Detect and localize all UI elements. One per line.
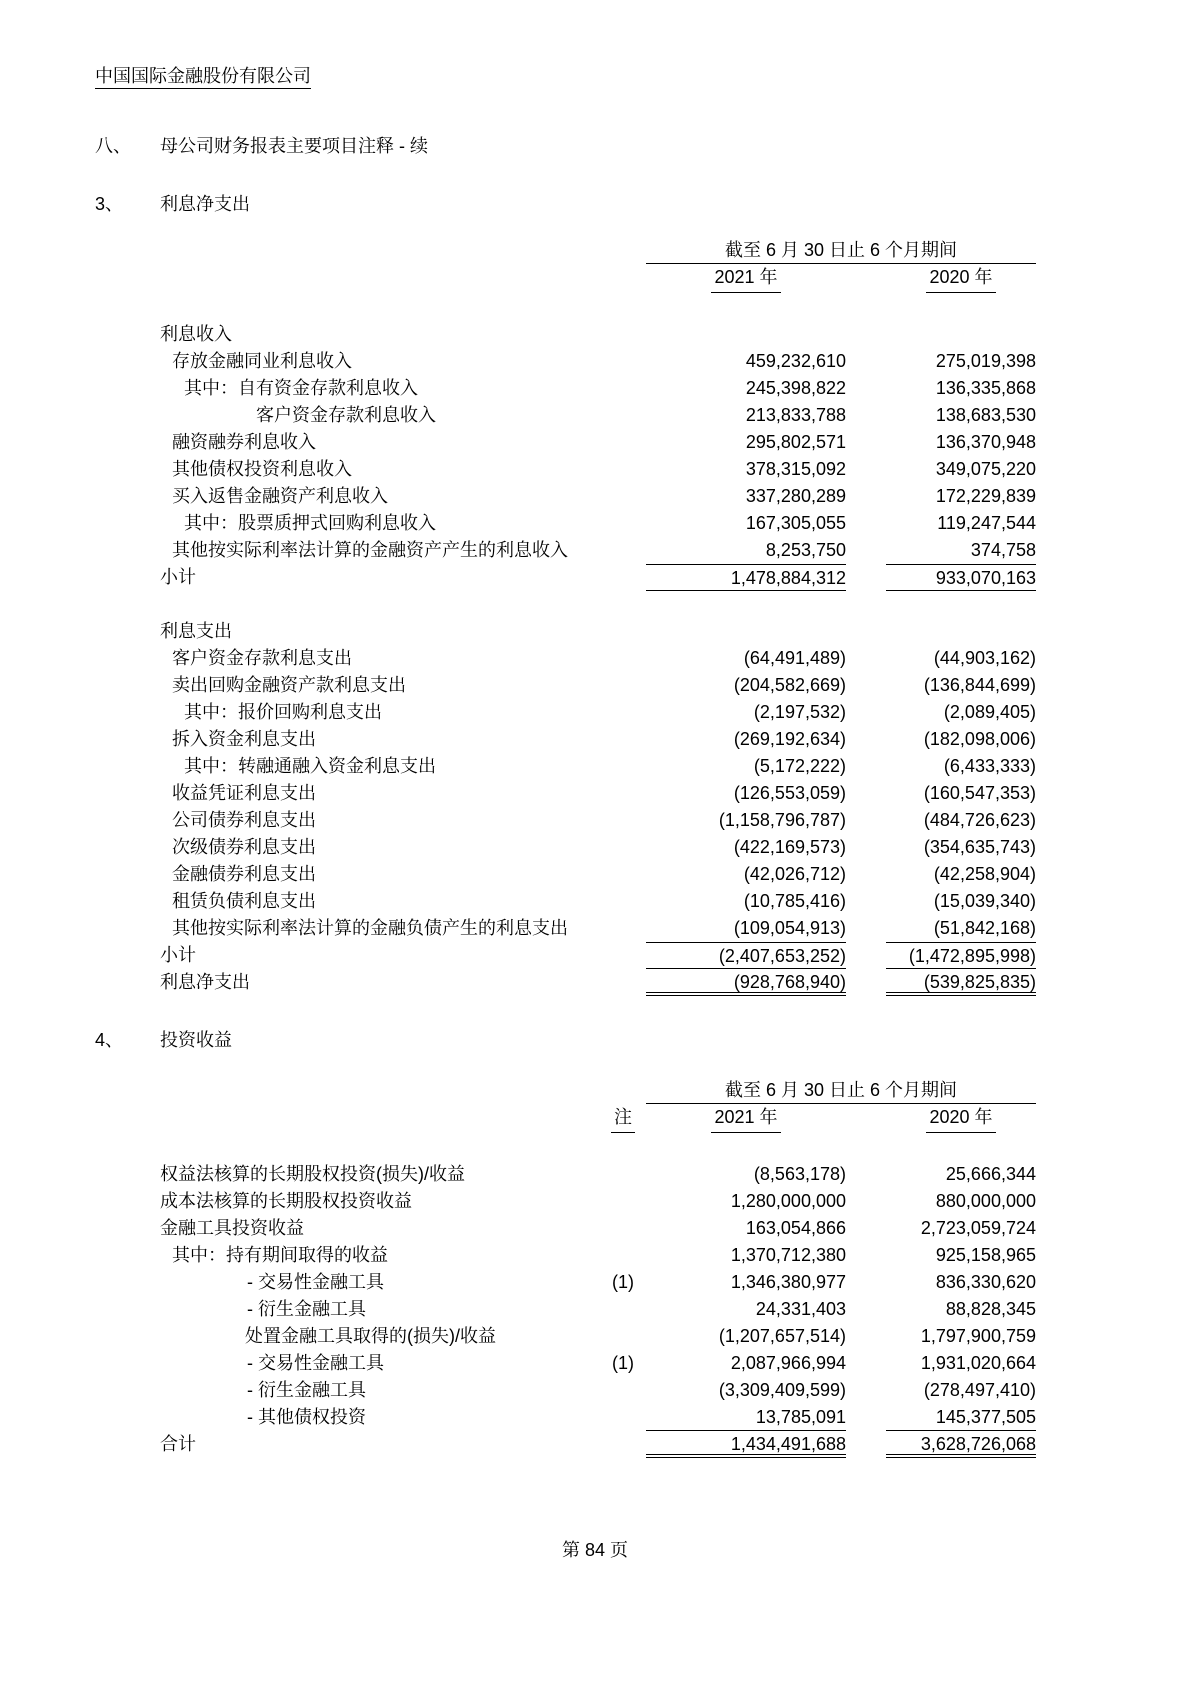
row-note	[600, 1431, 646, 1458]
row-value-2020: (278,497,410)	[923, 1380, 1036, 1400]
row-label: 利息支出	[160, 621, 232, 641]
row-value-2020: 2,723,059,724	[920, 1218, 1036, 1238]
row-note	[600, 807, 646, 834]
period-header: 截至 6 月 30 日止 6 个月期间	[646, 1078, 1036, 1104]
net-interest-expense-table	[160, 238, 1036, 996]
row-value-2020	[886, 618, 1036, 645]
row-value-2020: 88,828,345	[945, 1299, 1036, 1319]
company-name: 中国国际金融股份有限公司	[95, 62, 1190, 88]
table-row	[160, 1161, 1036, 1188]
row-value-2020: (160,547,353)	[923, 783, 1036, 803]
row-label: 拆入资金利息支出	[172, 729, 316, 749]
row-label: 其中：自有资金存款利息收入	[184, 378, 418, 398]
row-label: 买入返售金融资产利息收入	[172, 486, 388, 506]
row-note	[600, 321, 646, 348]
row-label: 客户资金存款利息支出	[172, 648, 352, 668]
row-note	[600, 1404, 646, 1431]
row-note	[600, 645, 646, 672]
row-label: 卖出回购金融资产款利息支出	[172, 675, 406, 695]
row-value-2021: 245,398,822	[745, 378, 846, 398]
row-note	[600, 1323, 646, 1350]
row-note	[600, 1188, 646, 1215]
table-row	[160, 1350, 1036, 1377]
table-row	[160, 807, 1036, 834]
row-value-2020: (136,844,699)	[923, 675, 1036, 695]
row-label: - 衍生金融工具	[247, 1299, 366, 1319]
row-value-2020: 1,931,020,664	[920, 1353, 1036, 1373]
table-row	[160, 591, 1036, 618]
row-label: 利息净支出	[160, 972, 250, 992]
row-label: - 衍生金融工具	[247, 1380, 366, 1400]
row-value-2021: (126,553,059)	[733, 783, 846, 803]
section-heading-3	[95, 190, 1190, 216]
row-value-2020: 1,797,900,759	[920, 1326, 1036, 1346]
table-row	[160, 834, 1036, 861]
table-row	[160, 1215, 1036, 1242]
column-header-2021: 2021 年	[711, 1104, 780, 1133]
row-note	[600, 1215, 646, 1242]
section-title: 母公司财务报表主要项目注释 - 续	[160, 136, 428, 156]
row-label: 利息收入	[160, 324, 232, 344]
row-value-2021: (5,172,222)	[753, 756, 846, 776]
row-note	[600, 591, 646, 618]
row-value-2021: 163,054,866	[745, 1218, 846, 1238]
row-note	[600, 672, 646, 699]
table-row	[160, 1296, 1036, 1323]
table-row	[160, 564, 1036, 591]
row-label	[160, 591, 600, 618]
row-note: (1)	[612, 1353, 634, 1373]
row-label: 小计	[160, 567, 196, 587]
row-value-2021: (42,026,712)	[743, 864, 846, 884]
row-note	[600, 1296, 646, 1323]
row-label: 其他按实际利率法计算的金融负债产生的利息支出	[172, 918, 568, 938]
row-value-2021: (1,158,796,787)	[718, 810, 846, 830]
row-value-2020: 925,158,965	[935, 1245, 1036, 1265]
row-note	[600, 888, 646, 915]
section-heading-main	[95, 132, 1190, 158]
table-row	[160, 1323, 1036, 1350]
row-value-2020: (6,433,333)	[943, 756, 1036, 776]
table-column-header-row	[160, 264, 1036, 293]
row-value-2020: 136,370,948	[935, 432, 1036, 452]
table-column-header-row	[160, 1104, 1036, 1133]
row-value-2021: (64,491,489)	[743, 648, 846, 668]
row-value-2021: 24,331,403	[755, 1299, 846, 1319]
row-label: 客户资金存款利息收入	[256, 405, 436, 425]
row-label: 金融债券利息支出	[172, 864, 316, 884]
column-header-2020: 2020 年	[926, 264, 995, 293]
column-header-2020: 2020 年	[926, 1104, 995, 1133]
row-value-2020: (354,635,743)	[923, 837, 1036, 857]
row-note: (1)	[612, 1272, 634, 1292]
row-label: 成本法核算的长期股权投资收益	[160, 1191, 412, 1211]
row-label: 其他债权投资利息收入	[172, 459, 352, 479]
row-value-2021: (269,192,634)	[733, 729, 846, 749]
row-label: 租赁负债利息支出	[172, 891, 316, 911]
row-value-2021: 2,087,966,994	[730, 1353, 846, 1373]
table-row	[160, 726, 1036, 753]
row-value-2020: 880,000,000	[935, 1191, 1036, 1211]
row-note	[600, 537, 646, 564]
row-value-2020: 172,229,839	[935, 486, 1036, 506]
table-row	[160, 699, 1036, 726]
row-note	[600, 834, 646, 861]
table-row	[160, 942, 1036, 969]
row-note	[600, 699, 646, 726]
row-label: - 交易性金融工具	[247, 1272, 384, 1292]
row-note	[600, 1161, 646, 1188]
column-header-2021: 2021 年	[711, 264, 780, 293]
row-value-2021: 167,305,055	[745, 513, 846, 533]
row-value-2021: (8,563,178)	[753, 1164, 846, 1184]
row-label: 金融工具投资收益	[160, 1218, 304, 1238]
row-note	[600, 429, 646, 456]
row-value-2021: (2,197,532)	[753, 702, 846, 722]
row-value-2020: 275,019,398	[935, 351, 1036, 371]
page-number: 第 84 页	[561, 1540, 629, 1560]
row-value-2021: (2,407,653,252)	[646, 942, 846, 969]
row-value-2021: 295,802,571	[745, 432, 846, 452]
row-value-2021: 1,346,380,977	[730, 1272, 846, 1292]
table-row	[160, 510, 1036, 537]
row-value-2021: (109,054,913)	[733, 918, 846, 938]
table-period-header-row	[160, 1078, 1036, 1104]
row-label: 存放金融同业利息收入	[172, 351, 352, 371]
table-row	[160, 753, 1036, 780]
row-value-2021: 13,785,091	[646, 1404, 846, 1431]
row-value-2020: 836,330,620	[935, 1272, 1036, 1292]
row-note	[600, 402, 646, 429]
section-number: 4、	[95, 1030, 124, 1050]
table-row	[160, 456, 1036, 483]
row-value-2021: 1,478,884,312	[646, 564, 846, 591]
row-value-2020: 374,758	[970, 540, 1036, 560]
row-value-2020: (44,903,162)	[933, 648, 1036, 668]
row-label: 其中：持有期间取得的收益	[172, 1245, 388, 1265]
row-value-2021: 378,315,092	[745, 459, 846, 479]
row-note	[600, 1242, 646, 1269]
row-value-2020: (42,258,904)	[933, 864, 1036, 884]
row-value-2021: (1,207,657,514)	[718, 1326, 846, 1346]
table-row	[160, 618, 1036, 645]
row-note	[600, 942, 646, 969]
row-value-2021: (3,309,409,599)	[718, 1380, 846, 1400]
table-row	[160, 1269, 1036, 1296]
row-label: 收益凭证利息支出	[172, 783, 316, 803]
table-row	[160, 1404, 1036, 1431]
table-row	[160, 861, 1036, 888]
row-value-2020: 138,683,530	[935, 405, 1036, 425]
row-label: 小计	[160, 945, 196, 965]
row-note	[600, 969, 646, 996]
row-label: 处置金融工具取得的(损失)/收益	[245, 1326, 496, 1346]
row-value-2021: (204,582,669)	[733, 675, 846, 695]
row-note	[600, 564, 646, 591]
table-row	[160, 1431, 1036, 1458]
row-note	[600, 483, 646, 510]
row-value-2020: 136,335,868	[935, 378, 1036, 398]
table-row	[160, 1377, 1036, 1404]
row-value-2020: 349,075,220	[935, 459, 1036, 479]
table-row	[160, 645, 1036, 672]
row-value-2020: 145,377,505	[886, 1404, 1036, 1431]
row-value-2020	[886, 321, 1036, 348]
row-label: - 交易性金融工具	[247, 1353, 384, 1373]
section-title: 投资收益	[160, 1030, 232, 1050]
row-label: 公司债券利息支出	[172, 810, 316, 830]
table-body	[160, 1161, 1036, 1458]
row-note	[600, 510, 646, 537]
row-note	[600, 618, 646, 645]
row-value-2021: 1,280,000,000	[730, 1191, 846, 1211]
row-value-2021: 1,370,712,380	[730, 1245, 846, 1265]
row-label: 其中：报价回购利息支出	[184, 702, 382, 722]
table-row	[160, 348, 1036, 375]
row-note	[600, 780, 646, 807]
row-note	[600, 726, 646, 753]
row-value-2020: (182,098,006)	[923, 729, 1036, 749]
row-note	[600, 375, 646, 402]
table-body	[160, 321, 1036, 996]
row-value-2021	[646, 321, 846, 348]
row-value-2020	[886, 591, 1036, 618]
section-title: 利息净支出	[160, 194, 250, 214]
row-note	[600, 753, 646, 780]
table-row	[160, 672, 1036, 699]
row-note	[600, 861, 646, 888]
row-value-2021: (422,169,573)	[733, 837, 846, 857]
row-label: - 其他债权投资	[247, 1407, 366, 1427]
row-value-2020: (2,089,405)	[943, 702, 1036, 722]
table-row	[160, 1188, 1036, 1215]
row-value-2021: 337,280,289	[745, 486, 846, 506]
row-value-2021: 213,833,788	[745, 405, 846, 425]
section-heading-4	[95, 1026, 1190, 1052]
table-row	[160, 483, 1036, 510]
table-row	[160, 915, 1036, 942]
row-value-2020: 119,247,544	[937, 513, 1036, 533]
row-value-2020: (15,039,340)	[933, 891, 1036, 911]
row-value-2021: 459,232,610	[745, 351, 846, 371]
row-value-2020: (484,726,623)	[923, 810, 1036, 830]
table-row	[160, 1242, 1036, 1269]
row-label: 融资融券利息收入	[172, 432, 316, 452]
row-label: 其中：转融通融入资金利息支出	[184, 756, 436, 776]
row-value-2021: 8,253,750	[765, 540, 846, 560]
table-row	[160, 780, 1036, 807]
table-row	[160, 402, 1036, 429]
row-label: 合计	[160, 1434, 196, 1454]
row-label: 权益法核算的长期股权投资(损失)/收益	[160, 1164, 465, 1184]
row-value-2020: (539,825,835)	[886, 969, 1036, 996]
row-label: 其中：股票质押式回购利息收入	[184, 513, 436, 533]
table-row	[160, 888, 1036, 915]
row-note	[600, 915, 646, 942]
row-value-2020: (1,472,895,998)	[886, 942, 1036, 969]
row-note	[600, 456, 646, 483]
section-number: 3、	[95, 194, 124, 214]
row-note	[600, 348, 646, 375]
row-value-2021	[646, 618, 846, 645]
row-label: 其他按实际利率法计算的金融资产产生的利息收入	[172, 540, 568, 560]
table-row	[160, 537, 1036, 564]
table-row	[160, 969, 1036, 996]
period-header: 截至 6 月 30 日止 6 个月期间	[646, 238, 1036, 264]
investment-income-table	[160, 1078, 1036, 1458]
table-row	[160, 429, 1036, 456]
row-note	[600, 1377, 646, 1404]
note-column-header: 注	[611, 1104, 635, 1133]
row-value-2020: 933,070,163	[886, 564, 1036, 591]
row-value-2021: (928,768,940)	[646, 969, 846, 996]
row-value-2021: (10,785,416)	[743, 891, 846, 911]
section-number: 八、	[95, 136, 131, 156]
table-row	[160, 375, 1036, 402]
row-value-2021	[646, 591, 846, 618]
row-label: 次级债券利息支出	[172, 837, 316, 857]
table-period-header-row	[160, 238, 1036, 264]
row-value-2021: 1,434,491,688	[646, 1431, 846, 1458]
row-value-2020: 25,666,344	[945, 1164, 1036, 1184]
table-row	[160, 321, 1036, 348]
row-value-2020: (51,842,168)	[933, 918, 1036, 938]
row-value-2020: 3,628,726,068	[886, 1431, 1036, 1458]
